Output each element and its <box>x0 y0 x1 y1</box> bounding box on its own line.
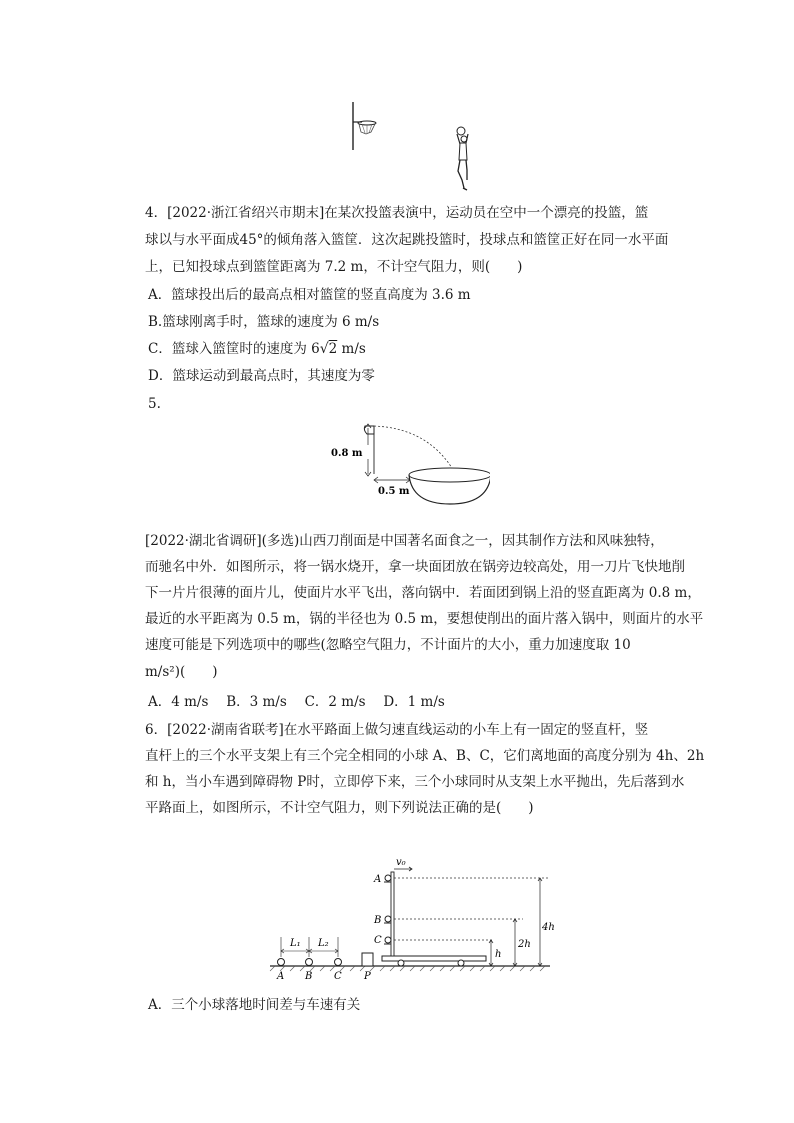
q5-stem-line-5: 速度可能是下列选项中的哪些(忽略空气阻力，不计面片的大小，重力加速度取 10 <box>145 637 631 653</box>
basketball-figure <box>340 98 490 198</box>
ball-label-b: B <box>374 915 382 926</box>
noodle-pot-figure <box>330 418 490 508</box>
q5-options: A．4 m/s B．3 m/s C．2 m/s D．1 m/s <box>148 694 445 710</box>
q5-number: 5. <box>148 396 161 412</box>
obstacle-label: P <box>364 971 371 982</box>
q4-stem-line-3: 上，已知投球点到篮筐距离为 7.2 m，不计空气阻力，则( ) <box>145 259 523 275</box>
q6-option-a: A．三个小球落地时间差与车速有关 <box>148 997 361 1013</box>
q6-stem-line-3: 和 h，当小车遇到障碍物 P时，立即停下来，三个小球同时从支架上水平抛出，先后落到水 <box>145 774 685 790</box>
q5-stem-line-1: [2022·湖北省调研](多选)山西刀削面是中国著名面食之一，因其制作方法和风味独特， <box>145 533 664 549</box>
q4-option-b: B.篮球刚离手时，篮球的速度为 6 m/s <box>148 314 380 330</box>
q6-stem-line-1: 6．[2022·湖南省联考]在水平路面上做匀速直线运动的小车上有一固定的竖直杆，竖 <box>145 722 649 738</box>
height-label: 0.8 m <box>331 448 363 459</box>
ground-label-b: B <box>305 971 313 982</box>
distance-label: 0.5 m <box>378 486 410 497</box>
q6-stem-line-2: 直杆上的三个水平支架上有三个完全相同的小球 A、B、C，它们离地面的高度分别为 4h、2h <box>145 748 705 764</box>
height-4h-label: 4h <box>542 922 555 933</box>
q6-stem-line-4: 平路面上，如图所示，不计空气阻力，则下列说法正确的是( ) <box>145 800 534 816</box>
ball-label-a: A <box>374 874 382 885</box>
q4-option-c <box>148 339 366 359</box>
ground-label-c: C <box>334 971 342 982</box>
q4-option-c-root: 2 <box>328 341 338 357</box>
l2-label: L₂ <box>318 938 329 949</box>
l1-label: L₁ <box>290 938 301 949</box>
velocity-label: v₀ <box>396 857 406 868</box>
q4-option-c-suffix: m/s <box>337 341 366 357</box>
height-h-label: h <box>495 949 502 960</box>
q4-stem-line-1: 4．[2022·浙江省绍兴市期末]在某次投篮表演中，运动员在空中一个漂亮的投篮，篮 <box>145 205 649 221</box>
q4-option-c-prefix: C．篮球入篮筐时的速度为 6 <box>148 341 320 357</box>
sqrt-symbol: √ <box>319 341 329 357</box>
ball-label-c: C <box>374 935 382 946</box>
height-2h-label: 2h <box>518 939 531 950</box>
q4-stem-line-2: 球以与水平面成45°的倾角落入篮筐．这次起跳投篮时，投球点和篮筐正好在同一水平面 <box>145 232 669 248</box>
q5-stem-line-2: 而驰名中外．如图所示，将一锅水烧开，拿一块面团放在锅旁边较高处，用一刀片飞快地削 <box>145 559 685 575</box>
q5-stem-line-4: 最近的水平距离为 0.5 m，锅的半径也为 0.5 m，要想使削出的面片落入锅中，则面片的水平 <box>145 611 704 627</box>
ground-label-a: A <box>277 971 285 982</box>
cart-balls-figure <box>265 852 560 982</box>
q5-stem-line-6: m/s²)( ) <box>145 664 218 680</box>
q4-option-a: A．篮球投出后的最高点相对篮筐的竖直高度为 3.6 m <box>148 287 471 303</box>
q5-stem-line-3: 下一片片很薄的面片儿，使面片水平飞出，落向锅中．若面团到锅上沿的竖直距离为 0.8 m， <box>145 585 701 601</box>
q4-option-d: D．篮球运动到最高点时，其速度为零 <box>148 368 375 384</box>
